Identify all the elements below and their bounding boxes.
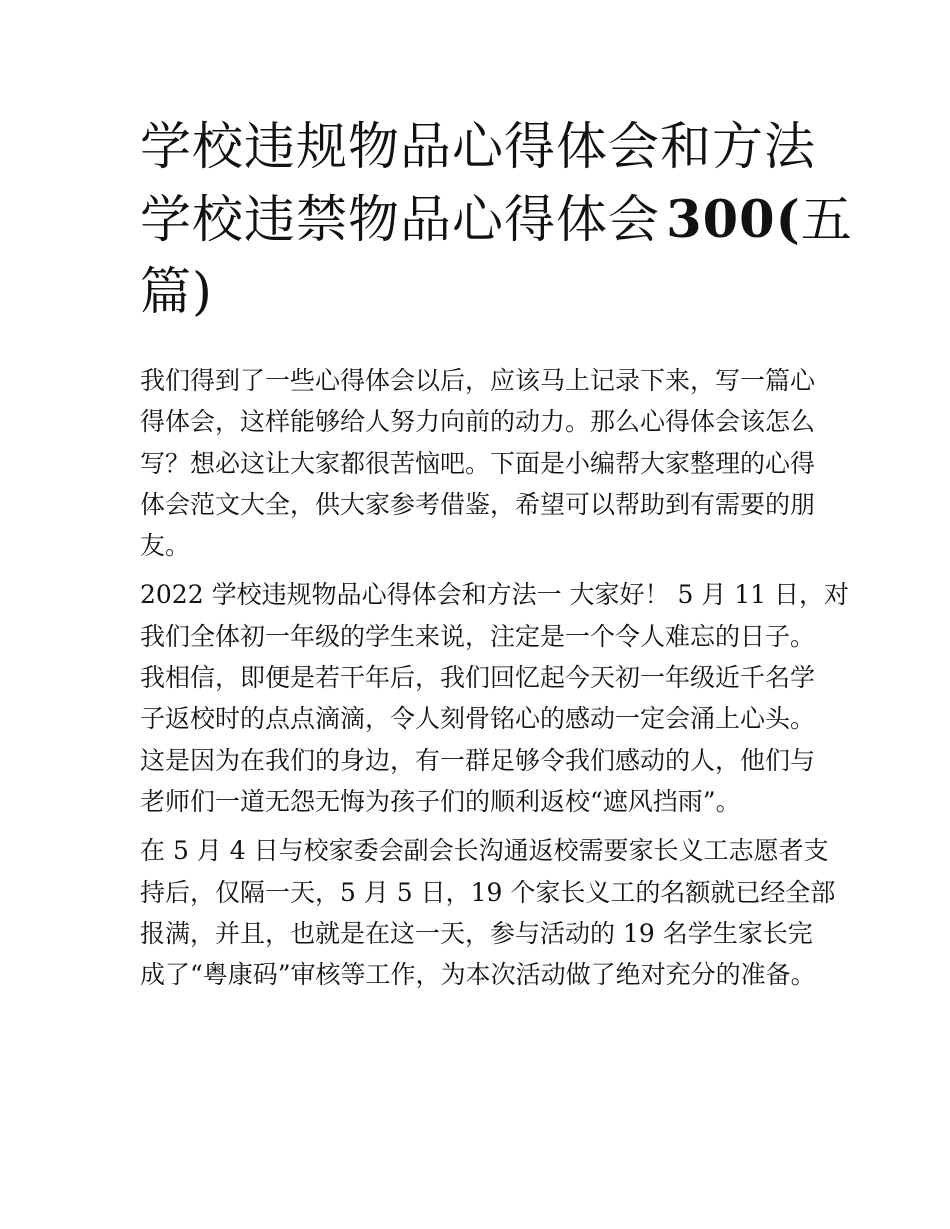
text-line: 成了“粤康码”审核等工作，为本次活动做了绝对充分的准备。 (140, 960, 816, 990)
title-text: 学校违禁物品心得体会 (140, 191, 661, 250)
text-line: 友。 (140, 531, 191, 561)
text-line: 体会范文大全，供大家参考借鉴，希望可以帮助到有需要的朋 (140, 489, 816, 519)
paragraph (140, 830, 836, 995)
text-line: 得体会，这样能够给人努力向前的动力。那么心得体会该怎么 (140, 407, 816, 437)
text-line: 子返校时的点点滴滴，令人刻骨铭心的感动一定会涌上心头。 (140, 704, 816, 734)
title-line: 学校违规物品心得体会和方法 (140, 118, 817, 177)
text-line: 在 5 月 4 日与校家委会副会长沟通返校需要家长义工志愿者支 (140, 836, 829, 866)
text-line: 我相信，即便是若干年后，我们回忆起今天初一年级近千名学 (140, 663, 816, 693)
text-line: 我们得到了一些心得体会以后，应该马上记录下来，写一篇心 (140, 366, 816, 395)
document-body (140, 360, 850, 995)
text-line: 持后，仅隔一天，5 月 5 日，19 个家长义工的名额就已经全部 (140, 877, 836, 907)
title-line: 篇) (140, 263, 213, 322)
title-line (140, 184, 853, 257)
text-line: 2022 学校违规物品心得体会和方法一 大家好！ 5 月 11 日，对 (140, 580, 850, 610)
text-line: 老师们一道无怨无悔为孩子们的顺利返校“遮风挡雨”。 (140, 786, 741, 816)
text-line: 我们全体初一年级的学生来说，注定是一个令人难忘的日子。 (140, 621, 816, 651)
text-line: 报满，并且，也就是在这一天，参与活动的 19 名学生家长完 (140, 918, 813, 948)
text-line: 这是因为在我们的身边，有一群足够令我们感动的人，他们与 (140, 745, 816, 775)
title-text: 五 (800, 191, 853, 250)
title-number: 300( (666, 190, 801, 250)
text-line: 写？想必这让大家都很苦恼吧。下面是小编帮大家整理的心得 (140, 448, 816, 478)
document-title (140, 112, 853, 329)
paragraph (140, 574, 850, 822)
paragraph (140, 360, 816, 566)
